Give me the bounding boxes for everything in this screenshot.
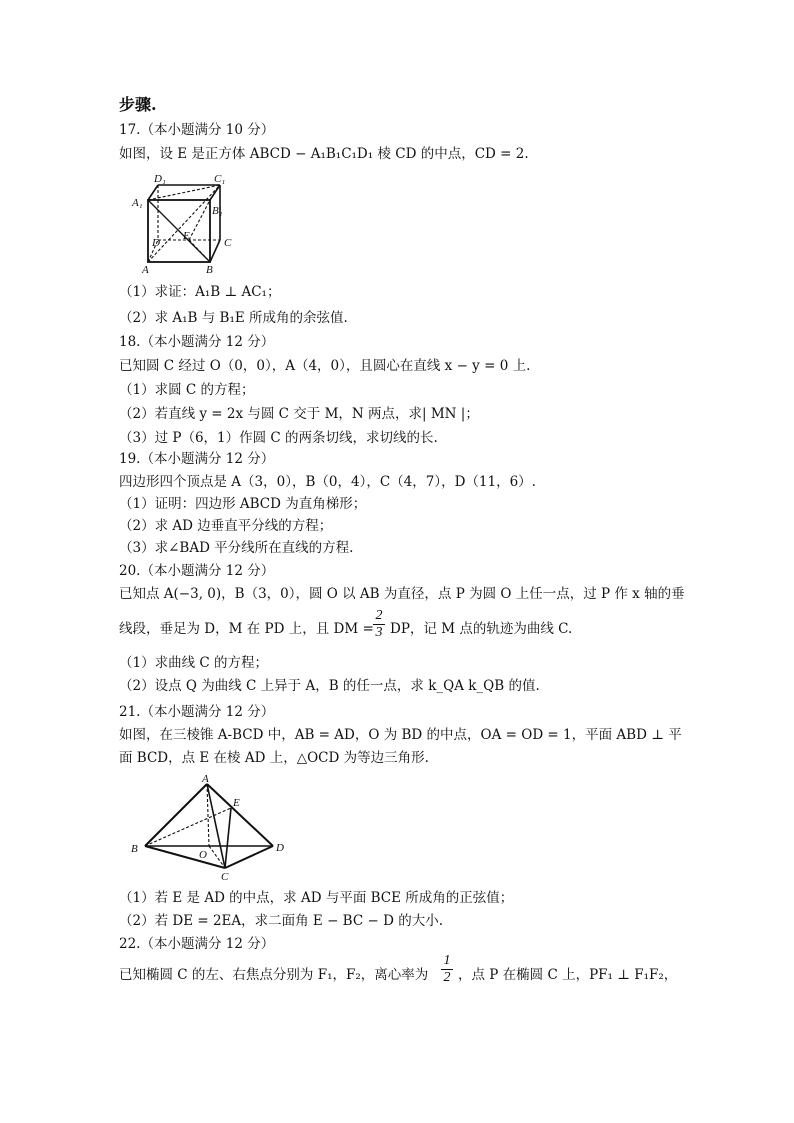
label-a: A xyxy=(202,773,209,785)
label-d: D xyxy=(276,842,284,854)
q20-part1: （1）求曲线 C 的方程； xyxy=(119,655,269,671)
q22-fraction xyxy=(441,953,453,986)
q20-stem-line2-a: 线段，垂足为 D，M 在 PD 上，且 DM = xyxy=(119,621,374,637)
q19-part2: （2）求 AD 边垂直平分线的方程； xyxy=(119,518,333,534)
q19-header: 19.（本小题满分 12 分） xyxy=(119,451,275,467)
q17-part2: （2）求 A₁B 与 B₁E 所成角的余弦值. xyxy=(119,310,348,326)
label-d: D xyxy=(152,237,160,249)
q21-part1: （1）若 E 是 AD 的中点，求 AD 与平面 BCE 所成角的正弦值； xyxy=(119,890,514,906)
label-a1: A₁ xyxy=(132,197,143,209)
q19-part1: （1）证明：四边形 ABCD 为直角梯形； xyxy=(119,496,367,512)
label-o: O xyxy=(199,849,207,861)
q18-stem: 已知圆 C 经过 O（0，0），A（4，0），且圆心在直线 x − y = 0 上. xyxy=(119,358,531,374)
q21-stem-line1: 如图，在三棱锥 A-BCD 中，AB = AD，O 为 BD 的中点，OA = OD = 1，平面 ABD ⊥ 平 xyxy=(119,727,682,743)
label-c: C xyxy=(224,237,232,249)
q21-stem-line2: 面 BCD，点 E 在棱 AD 上，△OCD 为等边三角形. xyxy=(119,750,429,766)
q20-frac-num: 2 xyxy=(375,608,383,623)
label-b1: B₁ xyxy=(212,205,223,217)
label-d1: D₁ xyxy=(154,173,166,185)
q18-header: 18.（本小题满分 12 分） xyxy=(119,334,275,350)
label-e: E xyxy=(183,230,190,242)
q19-stem: 四边形四个顶点是 A（3，0），B（0，4），C（4，7），D（11，6）. xyxy=(119,474,536,490)
label-c: C xyxy=(221,871,229,882)
label-a: A xyxy=(142,264,149,275)
q20-part2: （2）设点 Q 为曲线 C 上异于 A，B 的任一点，求 k_QA k_QB 的值. xyxy=(119,678,540,694)
cube-figure xyxy=(128,170,243,275)
pyramid-figure xyxy=(125,770,295,882)
label-b: B xyxy=(131,843,138,855)
q17-stem: 如图，设 E 是正方体 ABCD − A₁B₁C₁D₁ 棱 CD 的中点，CD = 2. xyxy=(119,146,529,162)
q18-part1: （1）求圆 C 的方程； xyxy=(119,382,255,398)
q17-part1: （1）求证：A₁B ⊥ AC₁； xyxy=(119,284,281,300)
q22-stem-b: ，点 P 在椭圆 C 上，PF₁ ⊥ F₁F₂， xyxy=(458,967,678,983)
section-heading: 步骤. xyxy=(119,95,157,114)
q22-frac-den: 2 xyxy=(441,969,453,986)
q21-part2: （2）若 DE = 2EA，求二面角 E − BC − D 的大小. xyxy=(119,913,443,929)
q20-stem-line1: 已知点 A(−3, 0)，B（3，0），圆 O 以 AB 为直径，点 P 为圆 O 上任一点，过 P 作 x 轴的垂 xyxy=(119,586,685,602)
q20-header: 20.（本小题满分 12 分） xyxy=(119,563,275,579)
q22-header: 22.（本小题满分 12 分） xyxy=(119,936,275,952)
label-c1: C₁ xyxy=(214,173,226,185)
label-e: E xyxy=(233,797,240,809)
q20-frac-den: 3 xyxy=(373,624,385,641)
label-b: B xyxy=(206,264,213,275)
q22-stem-a: 已知椭圆 C 的左、右焦点分别为 F₁，F₂，离心率为 xyxy=(119,967,429,983)
q21-header: 21.（本小题满分 12 分） xyxy=(119,704,275,720)
q18-part2: （2）若直线 y = 2x 与圆 C 交于 M，N 两点，求| MN |； xyxy=(119,406,479,422)
q19-part3: （3）求∠BAD 平分线所在直线的方程. xyxy=(119,540,354,556)
q22-frac-num: 1 xyxy=(443,953,451,968)
q18-part3: （3）过 P（6，1）作圆 C 的两条切线，求切线的长. xyxy=(119,430,438,446)
q20-stem-line2-b: DP，记 M 点的轨迹为曲线 C. xyxy=(390,621,573,637)
q17-header: 17.（本小题满分 10 分） xyxy=(119,122,275,138)
q20-fraction xyxy=(373,608,385,641)
